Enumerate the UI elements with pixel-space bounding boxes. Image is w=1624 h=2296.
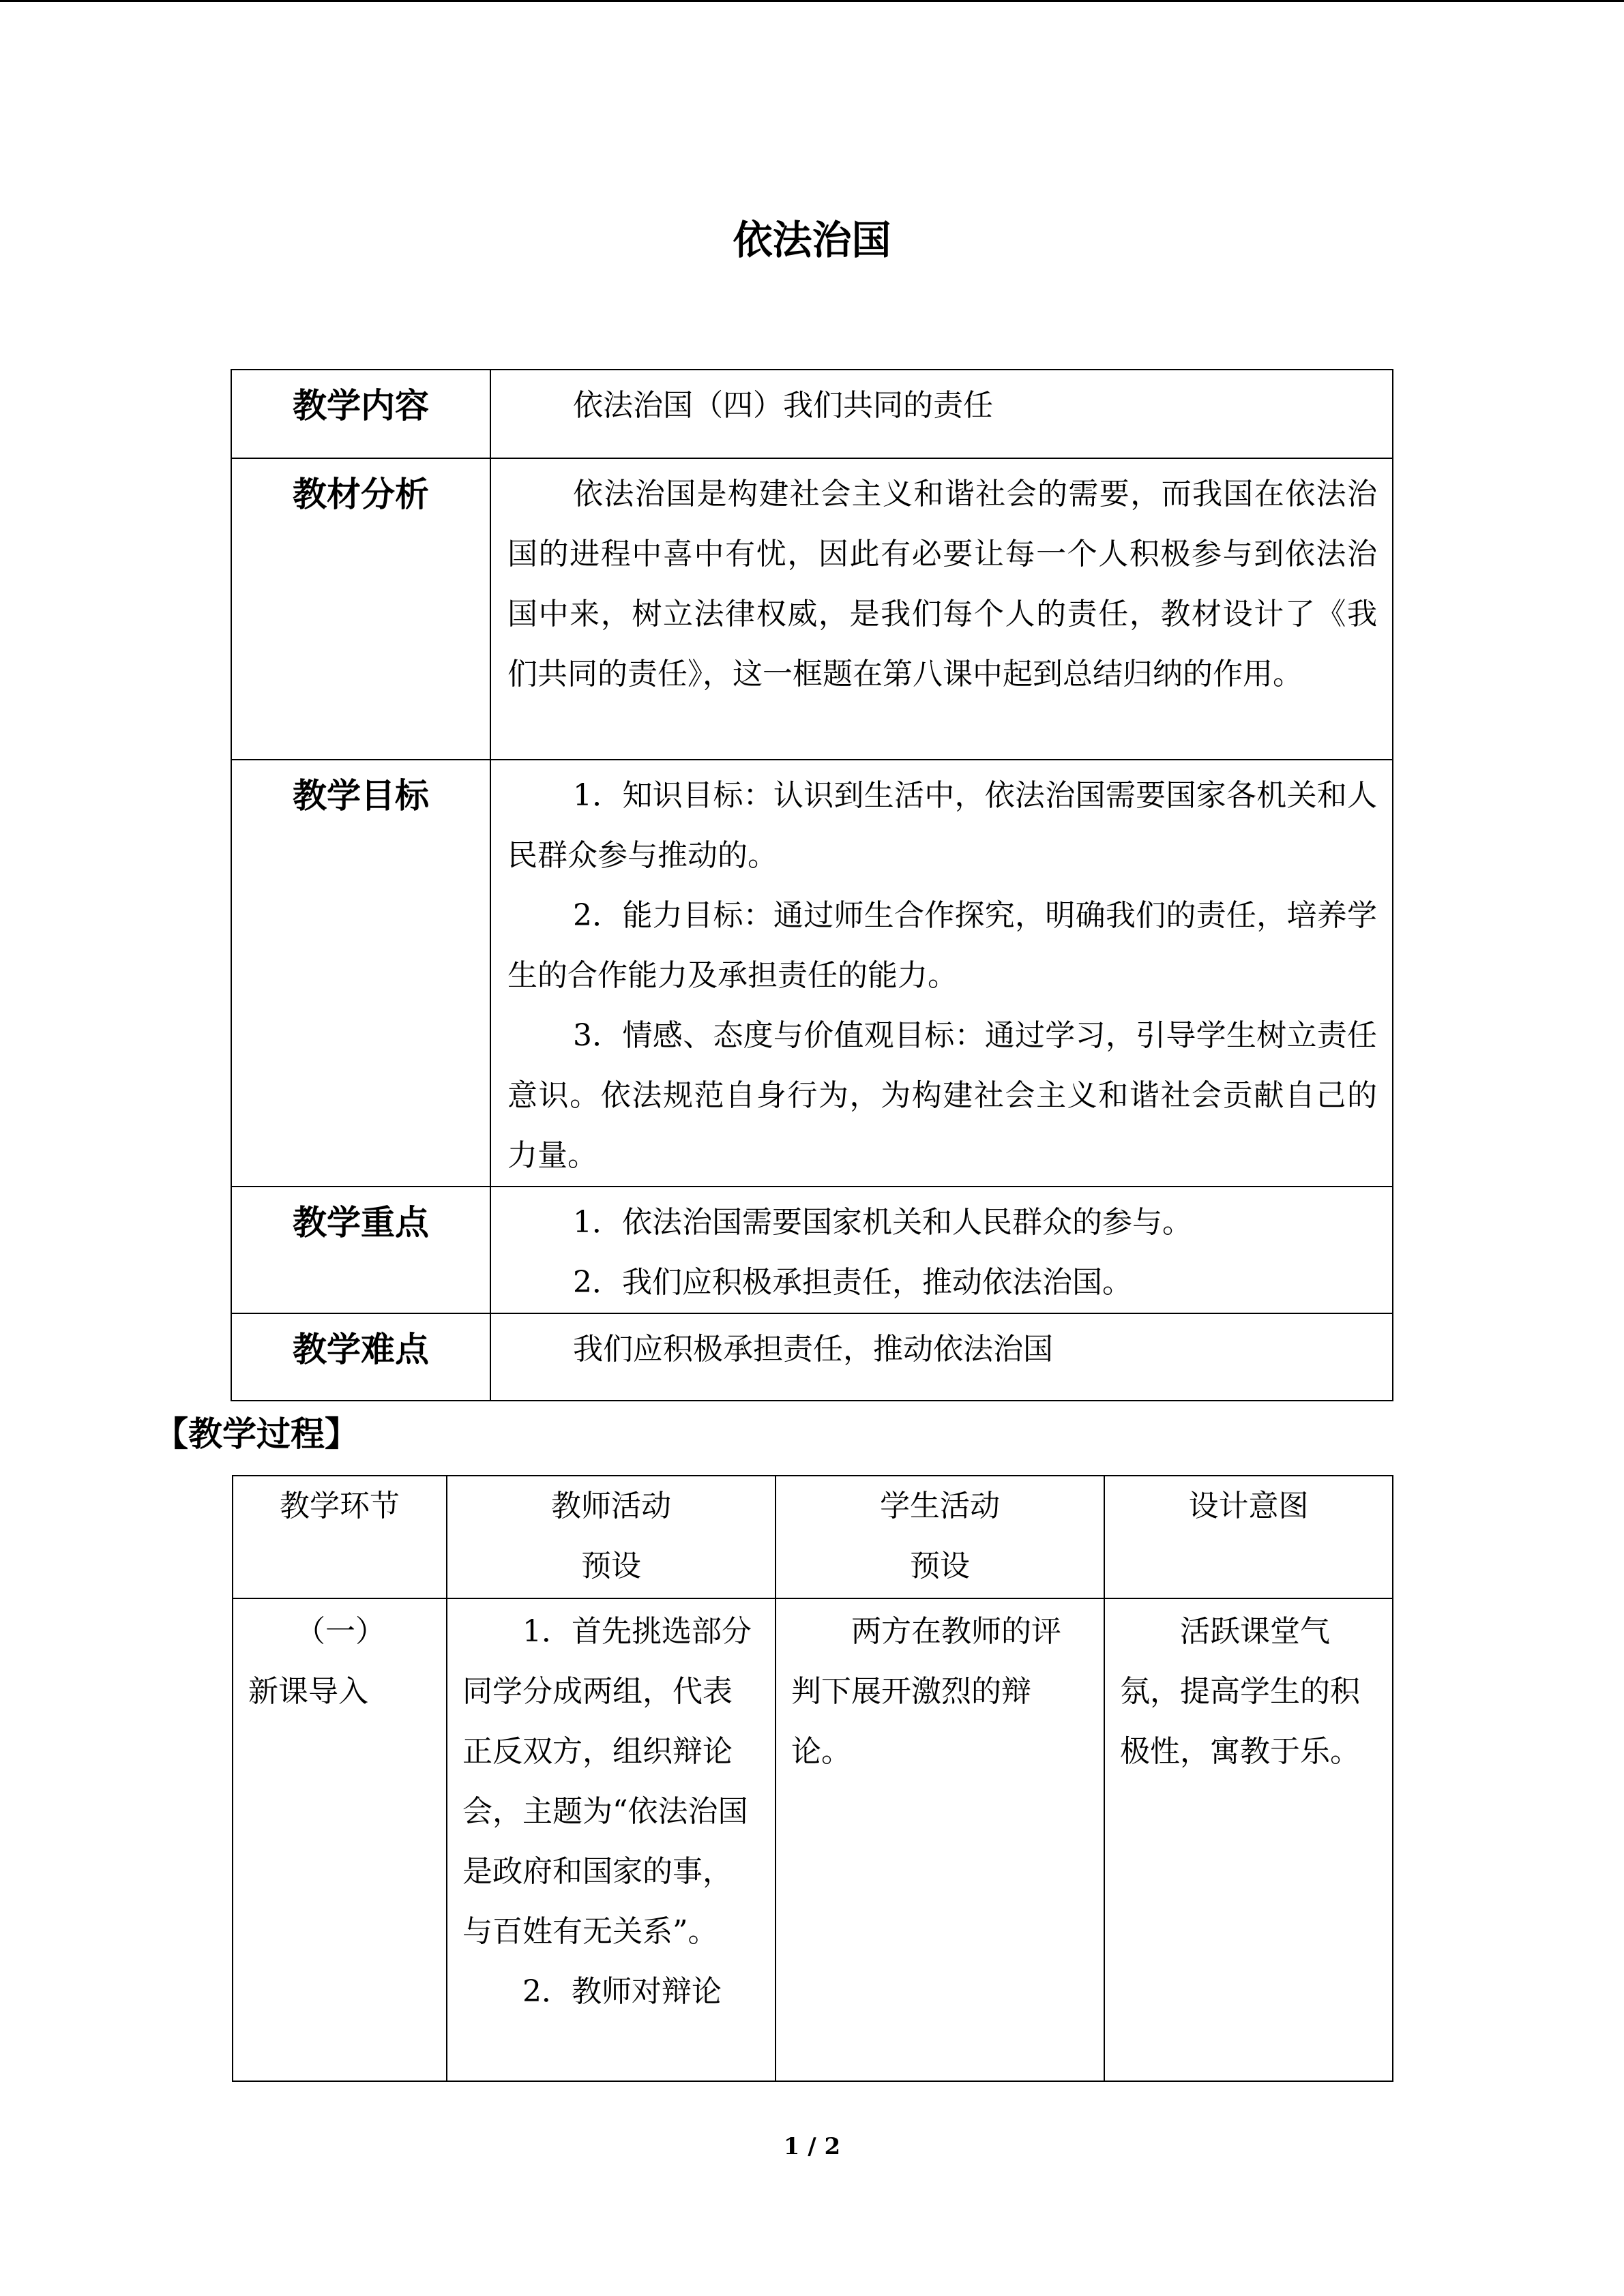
analysis-value xyxy=(490,458,1393,760)
difficulty-value xyxy=(490,1313,1393,1401)
table-header-row xyxy=(233,1476,1393,1598)
objective-item: 2．能力目标：通过师生合作探究，明确我们的责任，培养学生的合作能力及承担责任的能力。 xyxy=(507,898,1377,993)
objective-item: 3．情感、态度与价值观目标：通过学习，引导学生树立责任意识。依法规范自身行为，为构建社会主义和谐社会贡献自己的力量。 xyxy=(507,1018,1377,1173)
analysis-label: 教材分析 xyxy=(231,458,490,760)
table-row xyxy=(231,370,1393,458)
header-stage xyxy=(233,1476,447,1598)
difficulty-label: 教学难点 xyxy=(231,1313,490,1401)
table-row xyxy=(231,1313,1393,1401)
page-title: 依法治国 xyxy=(733,217,891,263)
lesson-info-table xyxy=(231,369,1393,1401)
analysis-text: 依法治国是构建社会主义和谐社会的需要，而我国在依法治国的进程中喜中有忧，因此有必要让每一个人积极参与到依法治国中来，树立法律权威，是我们每个人的责任，教材设计了《我们共同的责任》，这一框题在第八课中起到总结归纳的作用。 xyxy=(507,477,1377,691)
objectives-value xyxy=(490,760,1393,1187)
process-heading: 【教学过程】 xyxy=(154,1414,359,1454)
header-student xyxy=(776,1476,1104,1598)
keypoint-item: 2．我们应积极承担责任，推动依法治国。 xyxy=(573,1265,1132,1300)
keypoint-item: 1．依法治国需要国家机关和人民群众的参与。 xyxy=(573,1205,1192,1240)
stage-cell xyxy=(233,1598,447,2081)
student-activity-cell xyxy=(776,1598,1104,2081)
design-intent-text: 活跃课堂气氛，提高学生的积极性，寓教于乐。 xyxy=(1120,1614,1360,1769)
stage-number: （一） xyxy=(295,1614,385,1649)
page-number: 1 / 2 xyxy=(783,2133,841,2160)
content-text: 依法治国（四）我们共同的责任 xyxy=(573,388,993,423)
table-row xyxy=(231,1187,1393,1313)
student-activity-text: 两方在教师的评判下展开激烈的辩论。 xyxy=(791,1614,1061,1769)
header-intent xyxy=(1104,1476,1393,1598)
difficulty-text: 我们应积极承担责任，推动依法治国 xyxy=(573,1332,1053,1367)
header-student-line1: 学生活动 xyxy=(880,1489,1000,1523)
top-border-line xyxy=(0,0,1624,2)
header-teacher-line2: 预设 xyxy=(581,1549,641,1583)
teacher-activity-p1: 1．首先挑选部分同学分成两组，代表正反双方，组织辩论会，主题为“依法治国是政府和国家的事，与百姓有无关系”。 xyxy=(462,1614,752,1949)
design-intent-cell xyxy=(1104,1598,1393,2081)
objectives-label: 教学目标 xyxy=(231,760,490,1187)
content-value xyxy=(490,370,1393,458)
teacher-activity-p2: 2．教师对辩论 xyxy=(522,1974,722,2009)
keypoints-value xyxy=(490,1187,1393,1313)
content-label: 教学内容 xyxy=(231,370,490,458)
table-row xyxy=(233,1598,1393,2081)
teaching-process-table xyxy=(232,1475,1393,2082)
header-intent-text: 设计意图 xyxy=(1188,1489,1309,1523)
table-row xyxy=(231,458,1393,760)
header-teacher-line1: 教师活动 xyxy=(551,1489,671,1523)
objective-item: 1．知识目标：认识到生活中，依法治国需要国家各机关和人民群众参与推动的。 xyxy=(507,778,1377,873)
header-teacher xyxy=(447,1476,776,1598)
header-student-line2: 预设 xyxy=(910,1549,970,1583)
stage-name: 新课导入 xyxy=(248,1674,368,1709)
teacher-activity-cell xyxy=(447,1598,776,2081)
header-stage-text: 教学环节 xyxy=(280,1489,400,1523)
table-row xyxy=(231,760,1393,1187)
keypoints-label: 教学重点 xyxy=(231,1187,490,1313)
